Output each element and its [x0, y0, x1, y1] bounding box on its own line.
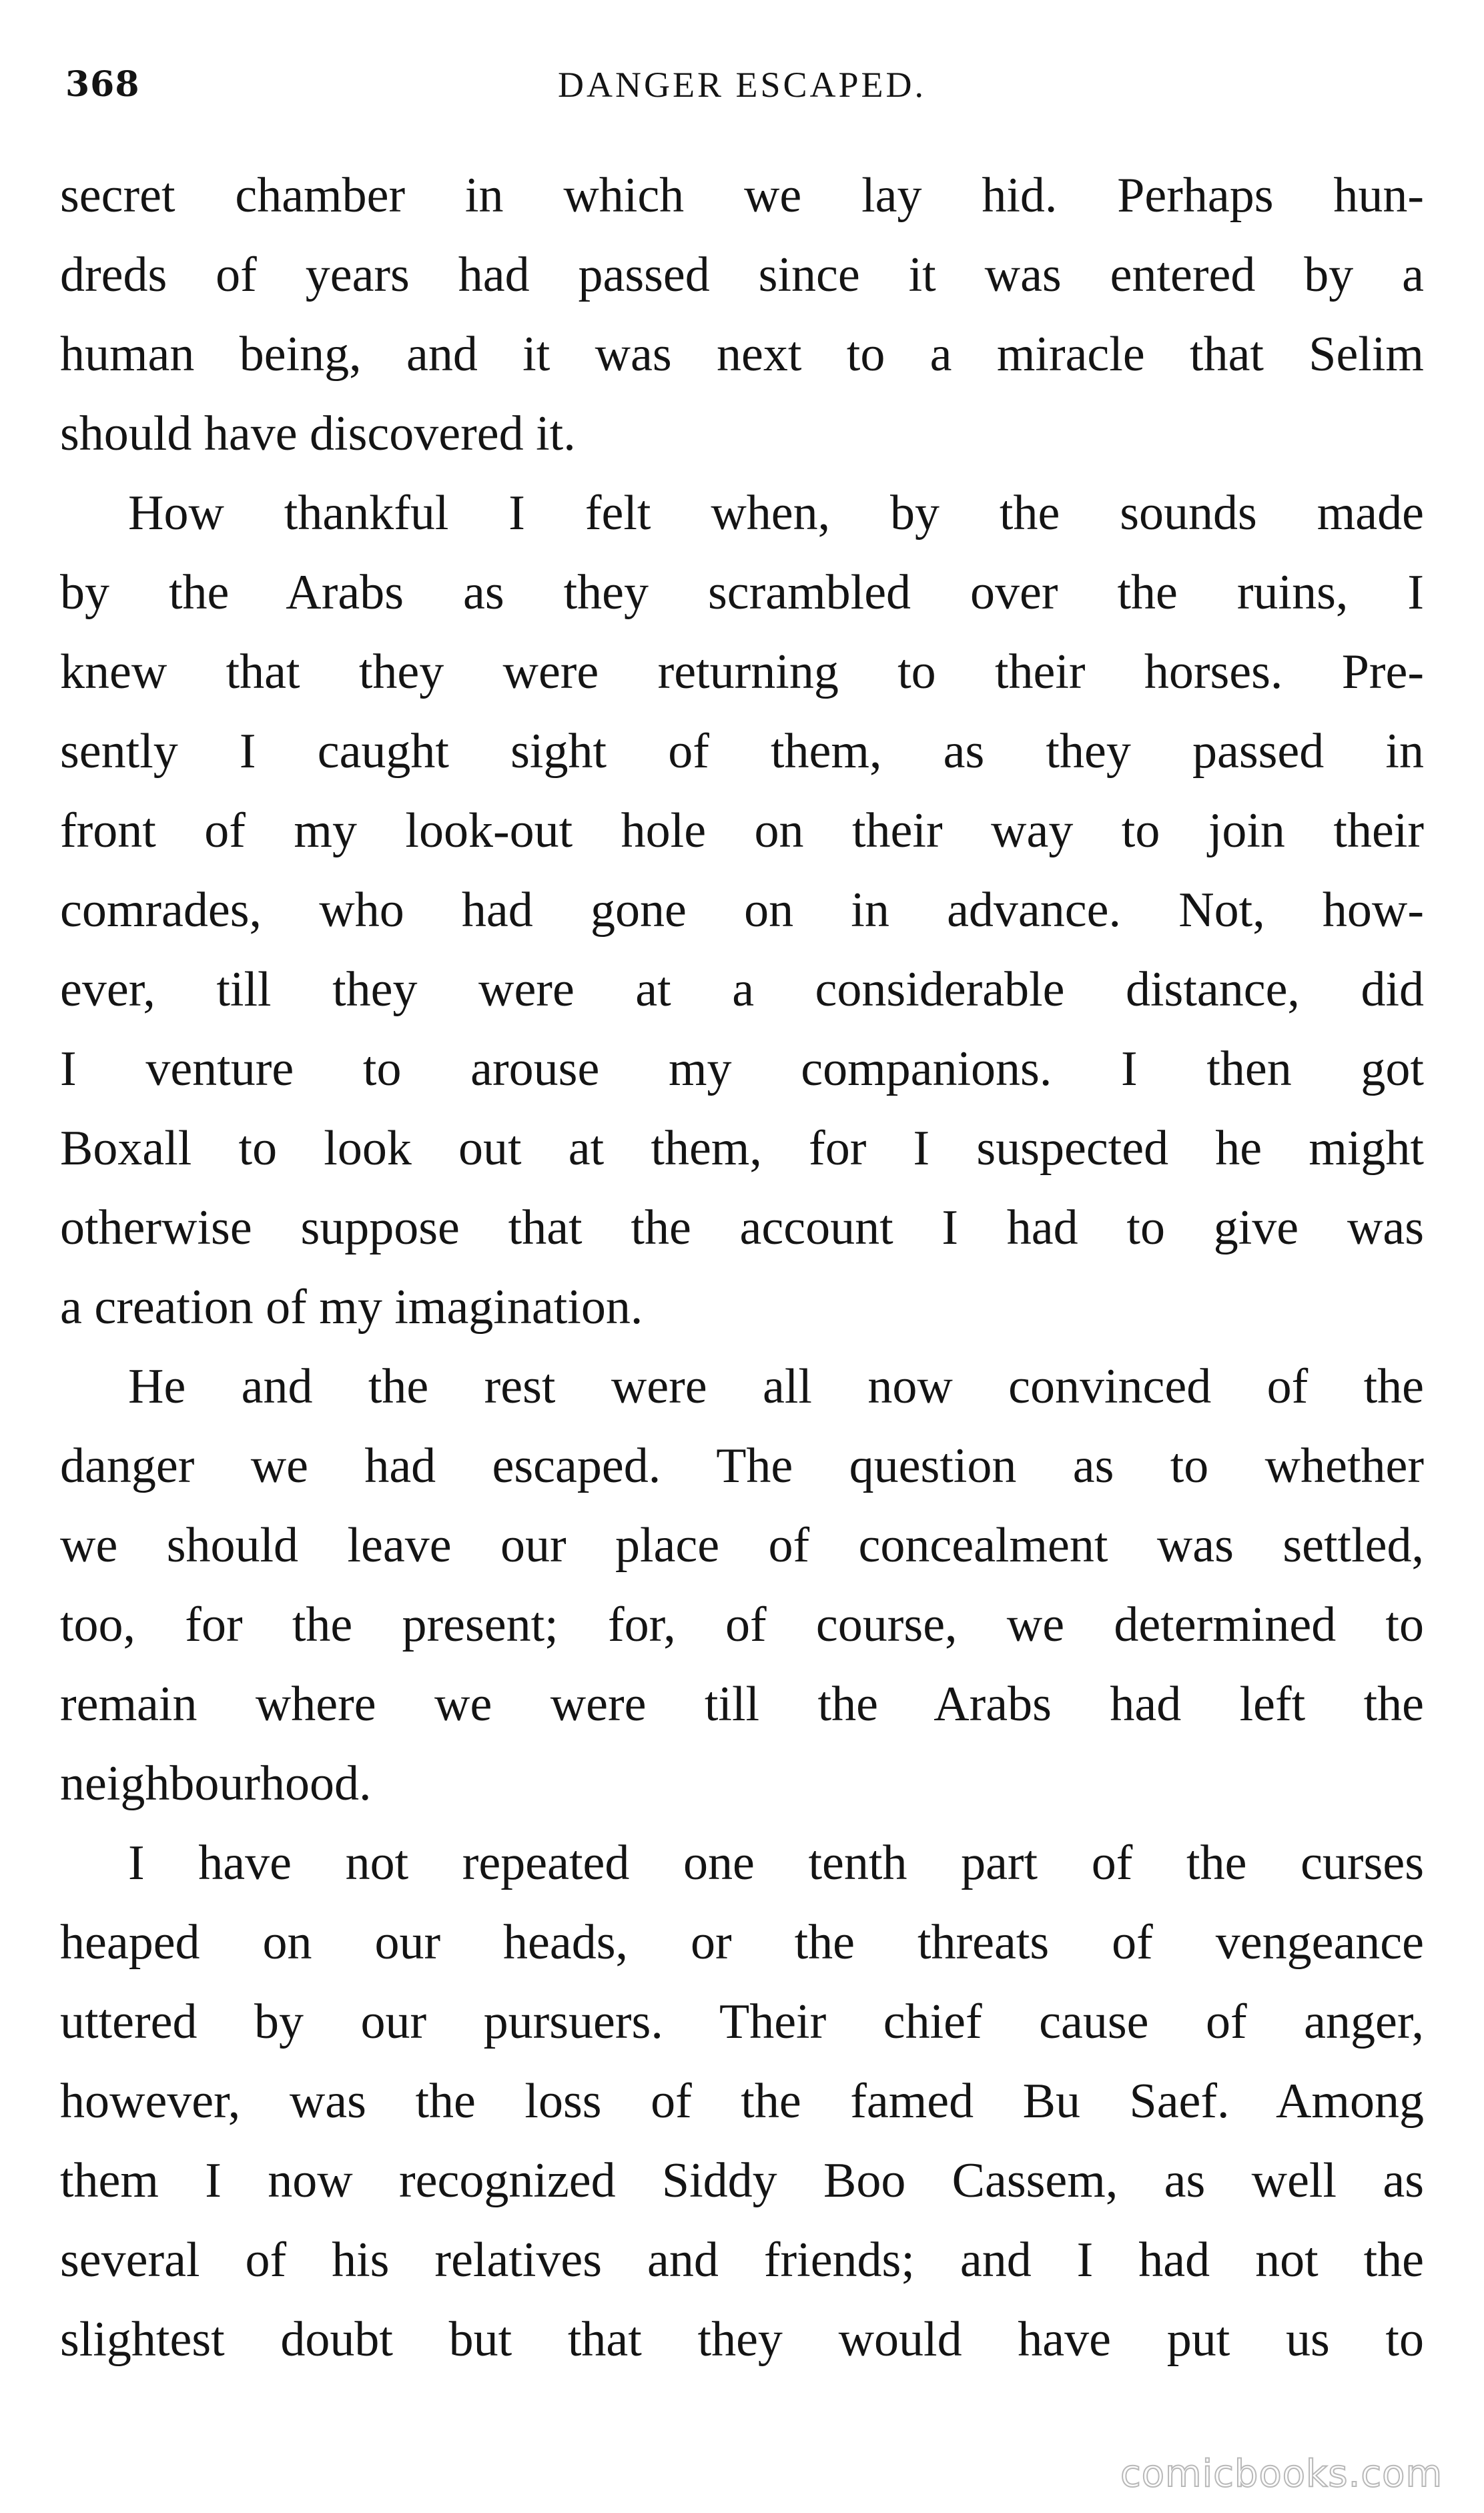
- text-line: should have discovered it.: [60, 406, 576, 461]
- text-line: uttered by our pursuers. Their chief cause of anger,: [60, 1995, 1424, 2049]
- text-line: several of his relatives and friends; and I had not the: [60, 2233, 1424, 2287]
- text-line: slightest doubt but that they would have put us to: [60, 2312, 1424, 2367]
- paragraph: [60, 1824, 1424, 2380]
- text-line: otherwise suppose that the account I had to give was: [60, 1200, 1424, 1255]
- text-line: How thankful I felt when, by the sounds made: [128, 486, 1424, 541]
- text-line: ever, till they were at a considerable distance, did: [60, 962, 1424, 1017]
- text-line: by the Arabs as they scrambled over the ruins, I: [60, 565, 1424, 620]
- text-line: them I now recognized Siddy Boo Cassem, as well as: [60, 2153, 1424, 2208]
- text-line: I have not repeated one tenth part of the curses: [128, 1836, 1424, 1890]
- text-line: I venture to arouse my companions. I then got: [60, 1042, 1424, 1096]
- text-line: remain where we were till the Arabs had left the: [60, 1677, 1424, 1732]
- text-line: secret chamber in which we lay hid. Perhaps hun-: [60, 168, 1424, 223]
- text-line: dreds of years had passed since it was entered by a: [60, 248, 1424, 302]
- text-line: comrades, who had gone on in advance. Not, how-: [60, 883, 1424, 938]
- text-line: too, for the present; for, of course, we determined to: [60, 1597, 1424, 1652]
- text-line: danger we had escaped. The question as to whether: [60, 1439, 1424, 1493]
- text-line: Boxall to look out at them, for I suspected he might: [60, 1121, 1424, 1176]
- text-line: sently I caught sight of them, as they passed in: [60, 724, 1424, 779]
- text-line: heaped on our heads, or the threats of vengeance: [60, 1915, 1424, 1970]
- running-title: DANGER ESCAPED.: [557, 65, 927, 105]
- text-line: front of my look-out hole on their way to join their: [60, 803, 1424, 858]
- watermark: comicbooks.com: [1120, 2452, 1443, 2496]
- text-line: human being, and it was next to a miracle that Selim: [60, 327, 1424, 382]
- text-line: He and the rest were all now convinced of the: [128, 1359, 1424, 1414]
- text-line: we should leave our place of concealment was settled,: [60, 1518, 1424, 1573]
- text-line: neighbourhood.: [60, 1756, 372, 1811]
- text-line: a creation of my imagination.: [60, 1280, 643, 1335]
- paragraph: [60, 156, 1424, 474]
- text-line: however, was the loss of the famed Bu Saef. Among: [60, 2074, 1424, 2129]
- body-text: [60, 156, 1424, 2380]
- paragraph: [60, 474, 1424, 1347]
- text-line: knew that they were returning to their horses. Pre-: [60, 645, 1424, 699]
- page-number: 368: [65, 64, 140, 105]
- page-header: [60, 64, 1424, 117]
- paragraph: [60, 1347, 1424, 1824]
